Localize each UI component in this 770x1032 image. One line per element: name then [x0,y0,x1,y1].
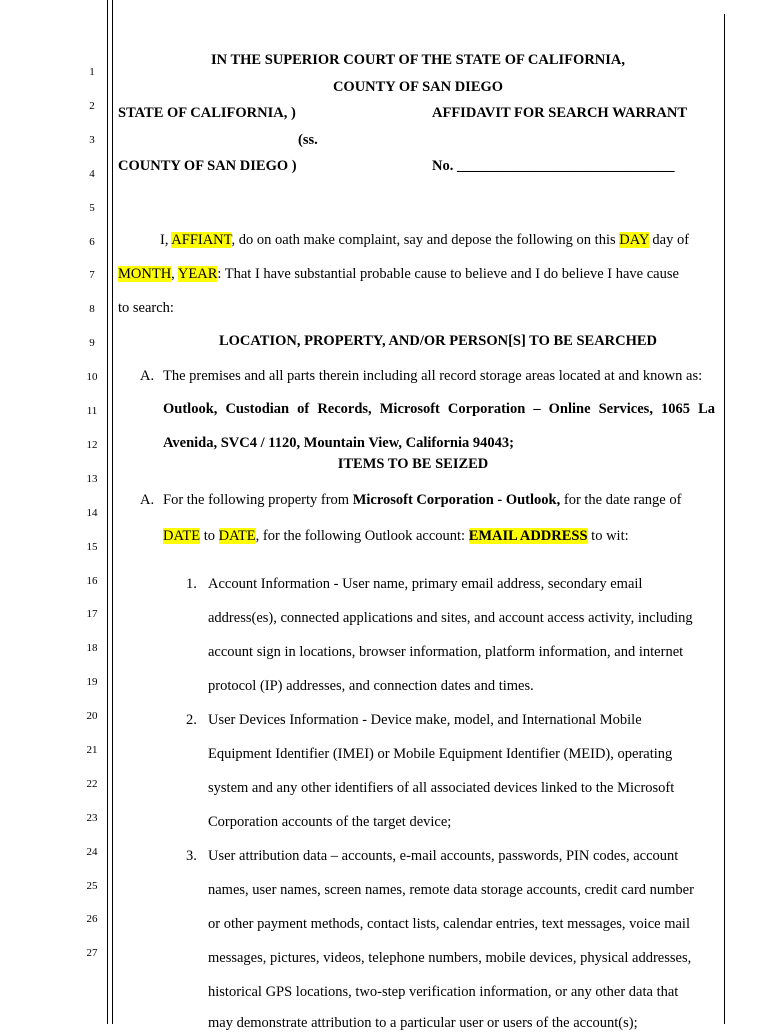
list-item-line: Corporation accounts of the target device; [208,814,452,830]
line-number: 15 [86,541,98,553]
line-number: 10 [86,371,98,383]
line-number: 6 [89,236,95,248]
list-item-line: names, user names, screen names, remote data storage accounts, credit card number [208,882,694,898]
year-placeholder: YEAR [177,266,218,282]
line-number: 3 [89,134,95,146]
line-number: 12 [86,439,98,451]
line-number: 22 [86,778,98,790]
line-number: 13 [86,473,98,485]
email-placeholder: EMAIL ADDRESS [468,528,588,544]
intro-line1: I, AFFIANT, do on oath make complaint, say and depose the following on this DAY day of [160,232,690,248]
line-number: 4 [89,168,95,180]
list-item-line: address(es), connected applications and sites, and account access activity, including [208,610,693,626]
line-number: 24 [86,846,98,858]
intro-line3: to search: [118,300,174,316]
line-number: 1 [89,66,95,78]
section1-marker: A. [140,368,155,384]
document-title: AFFIDAVIT FOR SEARCH WARRANT [432,105,687,121]
line-number: 20 [86,710,98,722]
line-number: 25 [86,880,98,892]
section2-marker: A. [140,492,155,508]
list-item-line: Equipment Identifier (IMEI) or Mobile Equipment Identifier (MEID), operating [208,746,673,762]
line-number: 26 [86,913,98,925]
line-number: 27 [86,947,98,959]
line-number: 23 [86,812,98,824]
section-heading-location: LOCATION, PROPERTY, AND/OR PERSON[S] TO BE SEARCHED [218,333,658,349]
item-number: 1. [186,576,197,592]
start-date-placeholder: DATE [163,528,201,544]
list-item-line: messages, pictures, videos, telephone numbers, mobile devices, physical addresses, [208,950,692,966]
list-item-line: protocol (IP) addresses, and connection dates and times. [208,678,534,694]
list-item-line: system and any other identifiers of all associated devices linked to the Microsoft [208,780,675,796]
caption-state: STATE OF CALIFORNIA, ) [118,105,296,121]
court-name-line1: IN THE SUPERIOR COURT OF THE STATE OF CALIFORNIA, [210,52,626,68]
end-date-placeholder: DATE [218,528,256,544]
line-number: 11 [86,405,98,417]
premises-address-line1: Outlook, Custodian of Records, Microsoft Corporation – Online Services, 1065 La [163,401,715,417]
section2-line2: DATE to DATE, for the following Outlook account: EMAIL ADDRESS to wit: [163,528,629,544]
item-number: 2. [186,712,197,728]
caption-ss: (ss. [298,132,318,148]
line-number: 5 [89,202,95,214]
intro-line2: MONTH, YEAR: That I have substantial probable cause to believe and I do believe I have cause [118,266,679,282]
list-item-line: User Devices Information - Device make, model, and International Mobile [208,712,642,728]
month-placeholder: MONTH [118,266,172,282]
line-number: 19 [86,676,98,688]
section1-text: The premises and all parts therein including all record storage areas located at and known as: [163,368,703,384]
list-item-line: account sign in locations, browser information, platform information, and internet [208,644,684,660]
section-heading-items: ITEMS TO BE SEIZED [337,456,489,472]
caption-county: COUNTY OF SAN DIEGO ) [118,158,297,174]
left-margin-rule-inner [112,0,113,1024]
section2-line1: For the following property from Microsoft Corporation - Outlook, for the date range of [163,492,682,508]
item-number: 3. [186,848,197,864]
line-number: 21 [86,744,98,756]
line-number: 18 [86,642,98,654]
line-number: 16 [86,575,98,587]
day-placeholder: DAY [619,232,649,248]
line-number: 14 [86,507,98,519]
line-number: 2 [89,100,95,112]
line-number: 9 [89,337,95,349]
left-margin-rule-outer [107,0,108,1024]
list-item-line: historical GPS locations, two-step verification information, or any other data that [208,984,679,1000]
court-name-line2: COUNTY OF SAN DIEGO [332,79,504,95]
line-number: 8 [89,303,95,315]
list-item-line: Account Information - User name, primary email address, secondary email [208,576,643,592]
case-number-field: No. ______________________________ [432,158,675,174]
list-item-line: User attribution data – accounts, e-mail accounts, passwords, PIN codes, account [208,848,679,864]
line-number: 17 [86,608,98,620]
list-item-line: or other payment methods, contact lists, calendar entries, text messages, voice mail [208,916,690,932]
line-number: 7 [89,269,95,281]
right-margin-rule [724,14,725,1024]
affiant-placeholder: AFFIANT [171,232,232,248]
premises-address-line2: Avenida, SVC4 / 1120, Mountain View, California 94043; [163,435,514,451]
list-item-line: may demonstrate attribution to a particular user or users of the account(s); [208,1015,638,1031]
